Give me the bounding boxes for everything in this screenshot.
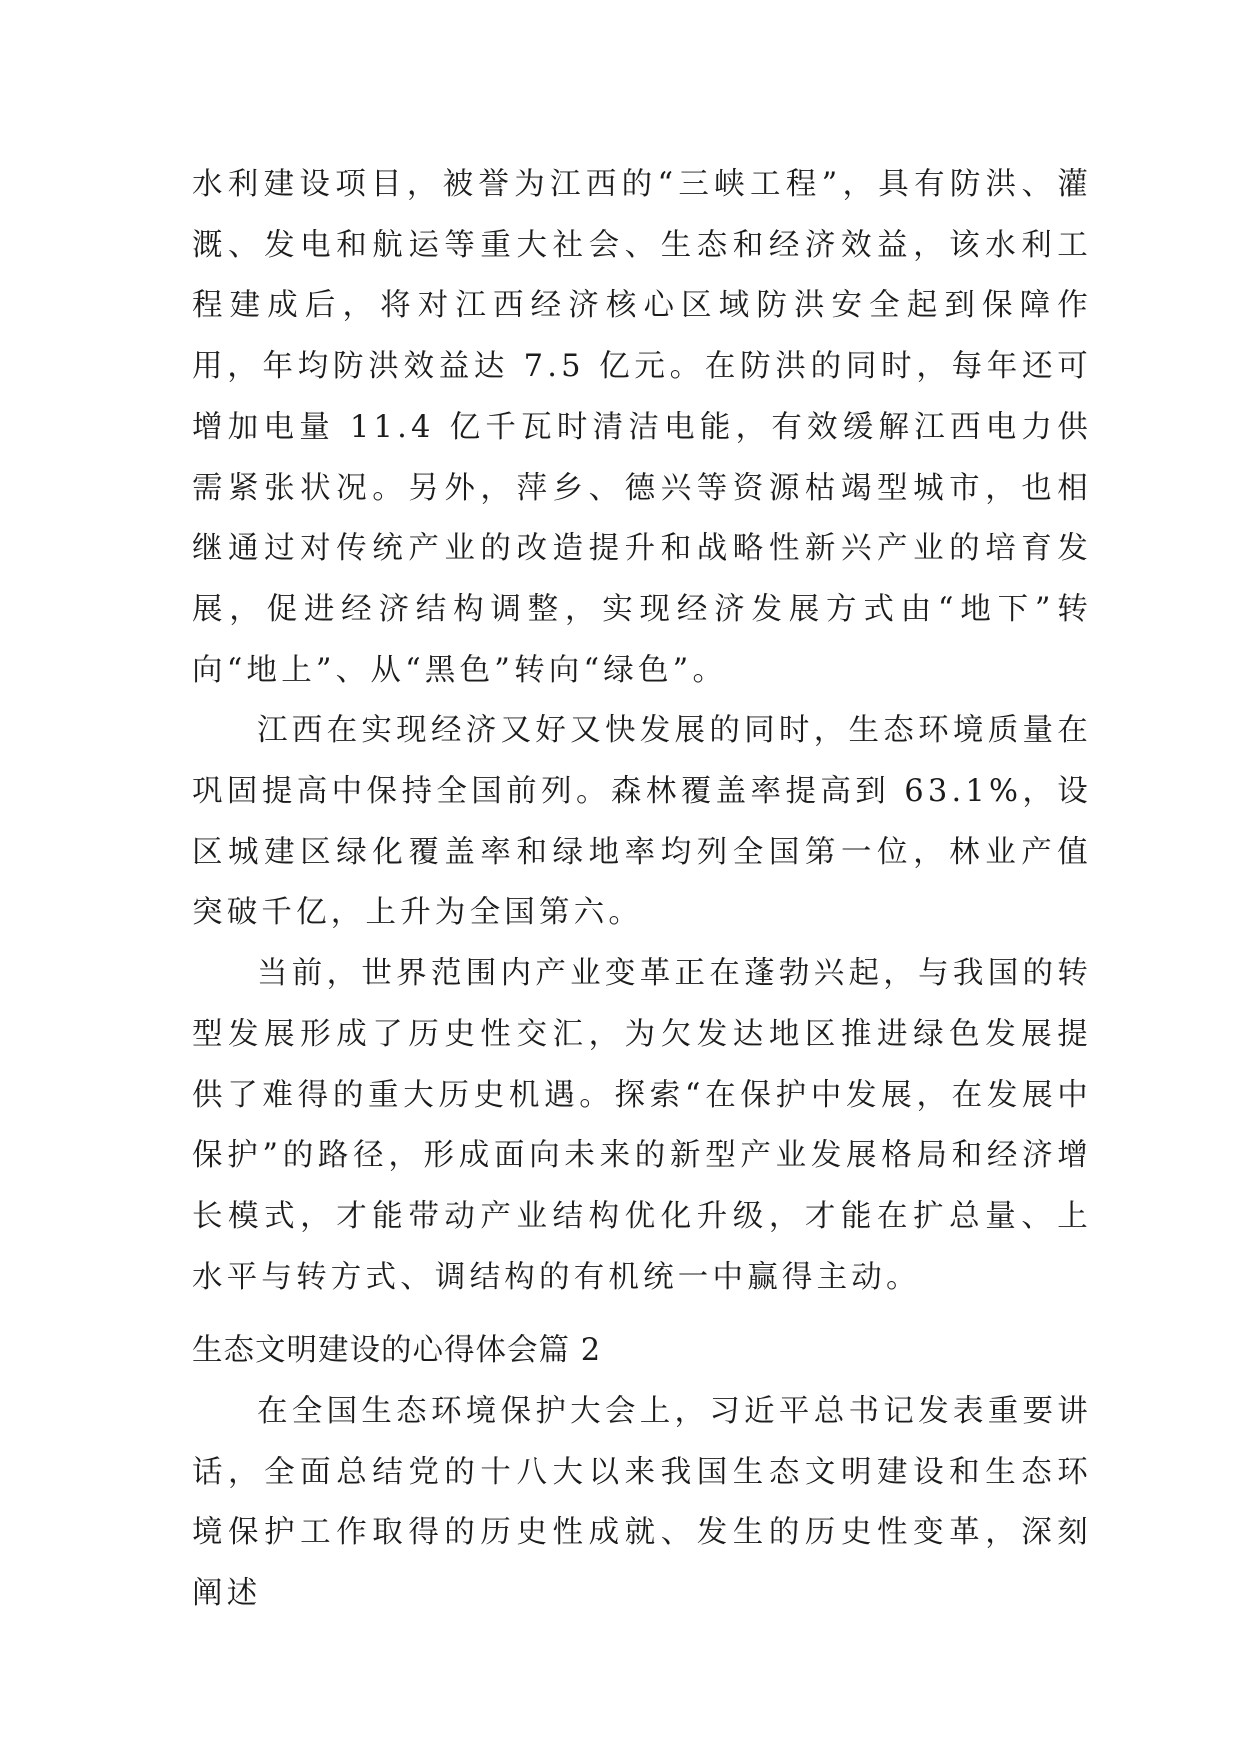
section-heading: 生态文明建设的心得体会篇 2: [192, 1333, 602, 1368]
paragraph-water-project: 水利建设项目，被誉为江西的“三峡工程”，具有防洪、灌溉、发电和航运等重大社会、生态和经济效益，该水利工程建成后，将对江西经济核心区域防洪安全起到保障作用，年均防洪效益达 7.5 亿元。在防洪的同时，每年还可增加电量 11.4 亿千瓦时清洁电能，有效缓解江西电力供需紧张状况。另外，萍乡、德兴等资源枯竭型城市，也相继通过对传统产业的改造提升和战略性新兴产业的培育发展，促进经济结构调整，实现经济发展方式由“地下”转向“地上”、从“黑色”转向“绿色”。: [192, 167, 1092, 688]
paragraph-ecology-quality: 江西在实现经济又好又快发展的同时，生态环境质量在巩固提高中保持全国前列。森林覆盖率提高到 63.1%，设区城建区绿化覆盖率和绿地率均列全国第一位，林业产值突破千亿，上升为全国第六。: [192, 713, 1092, 931]
paragraph-green-development: 当前，世界范围内产业变革正在蓬勃兴起，与我国的转型发展形成了历史性交汇，为欠发达地区推进绿色发展提供了难得的重大历史机遇。探索“在保护中发展，在发展中保护”的路径，形成面向未来的新型产业发展格局和经济增长模式，才能带动产业结构优化升级，才能在扩总量、上水平与转方式、调结构的有机统一中赢得主动。: [192, 956, 1092, 1295]
body-text-after-heading: [192, 1382, 1092, 1625]
paragraph-conference-speech: 在全国生态环境保护大会上，习近平总书记发表重要讲话，全面总结党的十八大以来我国生态文明建设和生态环境保护工作取得的历史性成就、发生的历史性变革，深刻阐述: [192, 1394, 1092, 1612]
body-text-before-heading: [192, 155, 1092, 1308]
section-heading-block: [192, 1321, 1092, 1382]
